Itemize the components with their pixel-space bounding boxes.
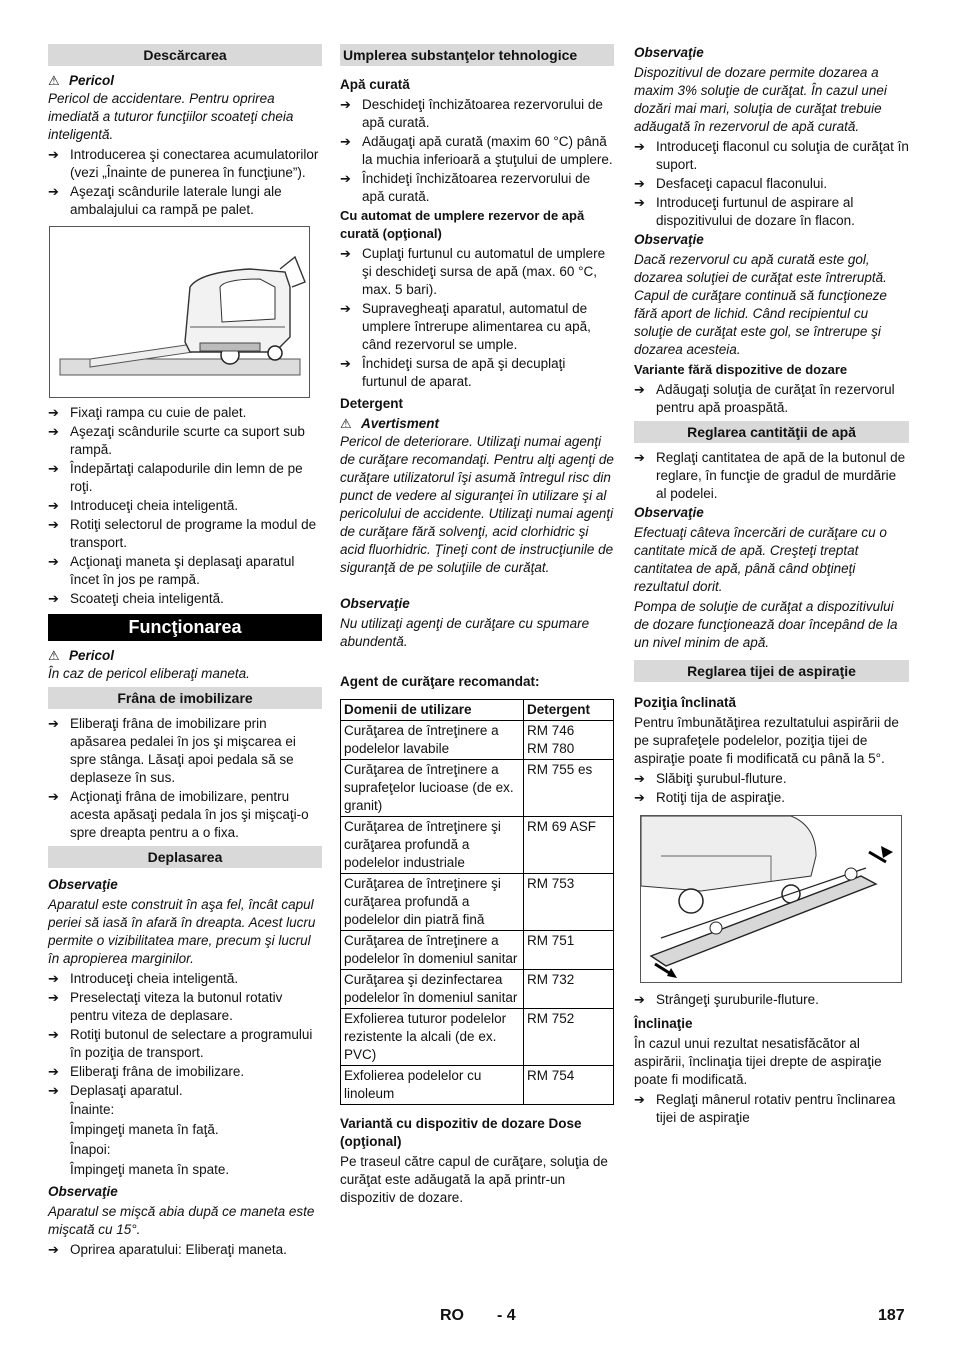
table-cell: RM 754 (524, 1066, 614, 1105)
list-item: ➔ Strângeţi şuruburile-fluture. (634, 992, 819, 1007)
arrow-icon: ➔ (634, 450, 645, 465)
arrow-icon: ➔ (634, 176, 645, 191)
list-item: ➔ Fixaţi rampa cu cuie de palet. (48, 405, 247, 420)
chapter-heading-functionarea: Funcţionarea (48, 614, 322, 641)
step-list (634, 991, 909, 1009)
list-item: ➔ Introduceţi cheia inteligentă. (48, 498, 239, 513)
note-title: Observaţie (634, 232, 704, 247)
list-item: ➔ Preselectaţi viteza la butonul rotativ pentru viteza de deplasare. (48, 990, 283, 1023)
arrow-icon: ➔ (634, 771, 645, 786)
table-row (341, 874, 614, 931)
list-item: ➔ Aşezaţi scândurile scurte ca suport sub rampă. (48, 424, 305, 457)
subheading: Detergent (340, 396, 404, 411)
arrow-icon: ➔ (340, 356, 351, 371)
figure-ramp-unloading (49, 226, 310, 398)
column-2 (340, 44, 614, 1209)
note-text: Aparatul se mişcă abia după ce maneta este mişcată cu 15°. (48, 1204, 315, 1237)
step-list (48, 146, 322, 219)
note-text: Dacă rezervorul cu apă curată este gol, dozarea soluţiei de curăţat este întreruptă. Capul de curăţare continuă să funcţioneze fără aport de lichid. Când recipientul cu soluţie de curăţat este gol, se întrerupe şi dozarea acesteia. (634, 252, 887, 357)
list-item: ➔ Închideţi sursa de apă şi decuplaţi furtunul de aparat. (340, 356, 566, 389)
note-text: Dispozitivul de dozare permite dozarea a maxim 3% soluţie de curăţat. În cazul unei dozări mai mari, soluţia de curăţat trebuie adăugată în rezervorul de apă curată. (634, 65, 887, 134)
table-cell: Curăţarea de întreţinere şi curăţarea profundă a podelelor industriale (341, 817, 524, 874)
note-text: Aparatul este construit în aşa fel, încât capul periei să iasă în afară în dreapta. Acest lucru permite o vizibilitatea mare, precum şi lucrul în apropierea marginilor. (48, 897, 316, 966)
list-item: ➔ Adăugaţi apă curată (maxim 60 °C) până la muchia inferioară a ştuţului de umplere. (340, 134, 613, 167)
arrow-icon: ➔ (48, 424, 59, 439)
arrow-icon: ➔ (48, 184, 59, 199)
danger-text: În caz de pericol eliberaţi maneta. (48, 666, 250, 681)
arrow-icon: ➔ (340, 134, 351, 149)
table-cell: Curăţarea de întreţinere a podelelor lavabile (341, 721, 524, 760)
arrow-icon: ➔ (48, 789, 59, 804)
table-cell: Curăţarea şi dezinfectarea podelelor în domeniul sanitar (341, 970, 524, 1009)
note-title: Observaţie (340, 596, 410, 611)
step-list (340, 245, 614, 391)
list-item: ➔ Acţionaţi maneta şi deplasaţi aparatul încet în jos pe rampă. (48, 554, 295, 587)
list-item: ➔ Reglaţi cantitatea de apă de la butonul de reglare, în funcţie de gradul de murdărie al podelei. (634, 450, 906, 501)
table-row (341, 760, 614, 817)
arrow-icon: ➔ (340, 97, 351, 112)
step-list (634, 138, 909, 230)
arrow-icon: ➔ (48, 461, 59, 476)
subheading: Apă curată (340, 77, 410, 92)
arrow-icon: ➔ (48, 1027, 59, 1042)
direction-text: Împingeţi maneta în spate. (70, 1162, 230, 1177)
list-item: ➔ Desfaceţi capacul flaconului. (634, 176, 828, 191)
arrow-icon: ➔ (634, 992, 645, 1007)
arrow-icon: ➔ (48, 1083, 59, 1098)
figure-squeegee-adjustment (640, 815, 902, 983)
table-row (341, 817, 614, 874)
warning-text: Pericol de deteriorare. Utilizaţi numai agenţi de curăţare recomandaţi. Pentru alţi agenţi de curăţare utilizatorul îşi asumă întregul risc din punct de vedere al siguranţei în utilizare şi al pericolului de accidente. Utilizaţi numai agenţi de curăţare fără solvenţi, acid clorhidric şi acid fluorhidric. Ţineţi cont de instrucţiunile de siguranţă de pe soluţiile de curăţat. (340, 434, 614, 575)
step-list (48, 1241, 322, 1259)
table-cell: Curăţarea de întreţinere şi curăţarea profundă a podelelor din piatră fină (341, 874, 524, 931)
warning-icon: ⚠ (340, 416, 352, 431)
direction-label: Înainte: (70, 1102, 115, 1117)
note-text: Efectuaţi câteva încercări de curăţare cu o cantitate mică de apă. Creşteţi treptat cantitatea de apă, până când obţineţi rezultatul dorit. (634, 525, 887, 594)
table-header-row (341, 700, 614, 721)
step-list (634, 381, 909, 417)
list-item: ➔ Eliberaţi frâna de imobilizare prin apăsarea pedalei în jos şi mişcarea ei spre stânga. Lăsaţi apoi pedala să se deplaseze în sus. (48, 716, 296, 785)
list-item: ➔ Adăugaţi soluţia de curăţat în rezervorul pentru apă proaspătă. (634, 382, 895, 415)
list-item: ➔ Deplasaţi aparatul. (48, 1083, 183, 1098)
danger-note: ⚠ Pericol (48, 73, 115, 88)
section-heading-descarcarea: Descărcarea (48, 44, 322, 66)
table-row (341, 1066, 614, 1105)
danger-text: Pericol de accidentare. Pentru oprirea imediată a tuturor funcţiilor scoateţi cheia inteligentă. (48, 91, 294, 142)
table-cell: Exfolierea tuturor podelelor rezistente la alcali (de ex. PVC) (341, 1009, 524, 1066)
section-heading-umplerea: Umplerea substanţelor tehnologice (340, 44, 614, 66)
table-cell: RM 69 ASF (524, 817, 614, 874)
arrow-icon: ➔ (634, 382, 645, 397)
arrow-icon: ➔ (340, 301, 351, 316)
section-heading-frana: Frâna de imobilizare (48, 687, 322, 709)
table-header: Detergent (524, 700, 614, 721)
list-item: ➔ Rotiţi selectorul de programe la modul de transport. (48, 517, 317, 550)
direction-text: Împingeţi maneta în faţă. (70, 1122, 219, 1137)
table-cell: RM 755 es (524, 760, 614, 817)
arrow-icon: ➔ (48, 1064, 59, 1079)
arrow-icon: ➔ (48, 498, 59, 513)
subheading: Înclinaţie (634, 1016, 693, 1031)
arrow-icon: ➔ (48, 1242, 59, 1257)
arrow-icon: ➔ (48, 554, 59, 569)
table-cell: RM 752 (524, 1009, 614, 1066)
arrow-icon: ➔ (48, 716, 59, 731)
local-page-number: - 4 (497, 1307, 516, 1324)
list-item: ➔ Introduceţi cheia inteligentă. (48, 971, 239, 986)
table-row (341, 721, 614, 760)
arrow-icon: ➔ (48, 517, 59, 532)
subheading: Poziţia înclinată (634, 695, 737, 710)
arrow-icon: ➔ (634, 790, 645, 805)
list-item: ➔ Reglaţi mânerul rotativ pentru înclinarea tijei de aspiraţie (634, 1092, 896, 1125)
note-text: Nu utilizaţi agenţi de curăţare cu spumare abundentă. (340, 616, 590, 649)
step-list (634, 449, 909, 503)
list-item: ➔ Cuplaţi furtunul cu automatul de umplere şi deschideţi sursa de apă (max. 60 °C, max. 5 bari). (340, 246, 606, 297)
table-cell: Exfolierea podelelor cu linoleum (341, 1066, 524, 1105)
list-item: ➔ Deschideţi închizătoarea rezervorului de apă curată. (340, 97, 603, 130)
section-heading-reglarea-apa: Reglarea cantităţii de apă (634, 421, 909, 443)
list-item: ➔ Scoateţi cheia inteligentă. (48, 591, 224, 606)
arrow-icon: ➔ (48, 971, 59, 986)
list-item: ➔ Îndepărtaţi calapodurile din lemn de pe roţi. (48, 461, 303, 494)
table-cell: RM 753 (524, 874, 614, 931)
column-1 (48, 44, 322, 1260)
subheading: Agent de curăţare recomandat: (340, 674, 540, 689)
list-item: ➔ Eliberaţi frâna de imobilizare. (48, 1064, 245, 1079)
warning-icon: ⚠ (48, 648, 60, 663)
arrow-icon: ➔ (48, 405, 59, 420)
subheading: Variante fără dispozitive de dozare (634, 362, 848, 377)
arrow-icon: ➔ (634, 139, 645, 154)
arrow-icon: ➔ (48, 990, 59, 1005)
step-list (634, 1091, 909, 1127)
arrow-icon: ➔ (48, 147, 59, 162)
note-title: Observaţie (48, 877, 118, 892)
step-list (634, 770, 909, 807)
danger-note: ⚠ Pericol (48, 648, 115, 663)
list-item: ➔ Slăbiţi şurubul-fluture. (634, 771, 787, 786)
list-item: ➔ Introduceţi flaconul cu soluţia de curăţat în suport. (634, 139, 909, 172)
arrow-icon: ➔ (48, 591, 59, 606)
arrow-icon: ➔ (340, 246, 351, 261)
table-cell: RM 751 (524, 931, 614, 970)
paragraph: În cazul unui rezultat nesatisfăcător al aspirării, înclinaţia tijei drepte de aspiraţie poate fi modificată. (634, 1036, 882, 1087)
table-row (341, 1009, 614, 1066)
arrow-icon: ➔ (634, 195, 645, 210)
note-title: Observaţie (48, 1184, 118, 1199)
table-cell: Curăţarea de întreţinere a podelelor în domeniul sanitar (341, 931, 524, 970)
warning-note: ⚠ Avertisment (340, 416, 440, 431)
page-number: 187 (878, 1307, 905, 1324)
language-code: RO (440, 1307, 464, 1324)
list-item: ➔ Aşezaţi scândurile laterale lungi ale ambalajului ca rampă pe palet. (48, 184, 282, 217)
arrow-icon: ➔ (634, 1092, 645, 1107)
detergent-table (340, 699, 614, 1105)
table-row (341, 970, 614, 1009)
direction-label: Înapoi: (70, 1142, 111, 1157)
table-row (341, 931, 614, 970)
paragraph: Pentru îmbunătăţirea rezultatului aspirării de pe suprafeţele podelelor, poziţia tijei de aspiraţie poate fi modificată cu până la 5°. (634, 715, 899, 766)
section-heading-deplasarea: Deplasarea (48, 846, 322, 868)
subheading: Variantă cu dispozitiv de dozare Dose (opţional) (340, 1116, 582, 1149)
list-item: ➔ Supravegheaţi aparatul, automatul de umplere întrerupe alimentarea cu apă, când rezervorul se umple. (340, 301, 591, 352)
step-list (48, 715, 322, 842)
list-item: ➔ Acţionaţi frâna de imobilizare, pentru acesta apăsaţi pedala în jos şi mişcaţi-o spre dreapta pentru a o fixa. (48, 789, 309, 840)
table-cell: RM 746 RM 780 (524, 721, 614, 760)
note-title: Observaţie (634, 45, 704, 60)
subheading: Cu automat de umplere rezervor de apă curată (opţional) (340, 208, 585, 241)
list-item: ➔ Introducerea şi conectarea acumulatorilor (vezi „Înainte de punerea în funcţiune”). (48, 147, 319, 180)
section-heading-reglarea-tijei: Reglarea tijei de aspiraţie (634, 660, 909, 682)
table-header: Domenii de utilizare (341, 700, 524, 721)
step-list (48, 970, 322, 1100)
paragraph: Pe traseul către capul de curăţare, soluţia de curăţat este adăugată la apă printr-un dispozitiv de dozare. (340, 1154, 608, 1205)
list-item: ➔ Rotiţi tija de aspiraţie. (634, 790, 786, 805)
arrow-icon: ➔ (340, 171, 351, 186)
list-item: ➔ Rotiţi butonul de selectare a programului în poziţia de transport. (48, 1027, 313, 1060)
note-text: Pompa de soluţie de curăţat a dispozitivului de dozare funcţionează doar începând de la un nivel minim de apă. (634, 599, 898, 650)
list-item: ➔ Introduceţi furtunul de aspirare al dispozitivului de dozare în flacon. (634, 195, 855, 228)
list-item: ➔ Oprirea aparatului: Eliberaţi maneta. (48, 1242, 287, 1257)
table-cell: Curăţarea de întreţinere a suprafeţelor lucioase (de ex. granit) (341, 760, 524, 817)
column-3 (634, 44, 909, 1128)
note-title: Observaţie (634, 505, 704, 520)
table-cell: RM 732 (524, 970, 614, 1009)
warning-icon: ⚠ (48, 73, 60, 88)
step-list (340, 96, 614, 206)
step-list (48, 404, 322, 608)
list-item: ➔ Închideţi închizătoarea rezervorului de apă curată. (340, 171, 591, 204)
